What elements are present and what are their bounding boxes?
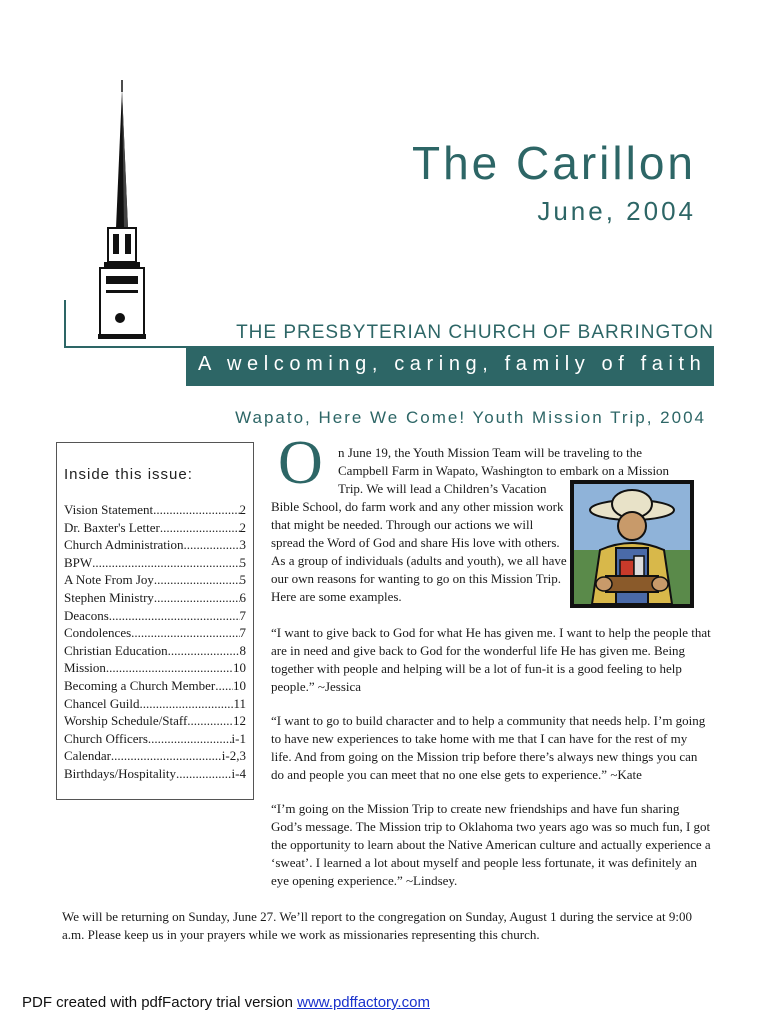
toc-item: [64, 607, 246, 625]
toc-item-leader: [160, 519, 240, 537]
pdffactory-link[interactable]: www.pdffactory.com: [297, 994, 430, 1011]
farmer-clipart-image: [570, 480, 694, 608]
toc-item-leader: [153, 501, 239, 519]
quote-jessica: “I want to give back to God for what He has given me. I want to help the people that are in need and give back to God for the wonderful life He has given me. Being together with people and helping will be a lot of fun-it is a good feeling to help people.” ~Jessica: [271, 625, 711, 694]
toc-item: [64, 536, 246, 554]
toc-item-page: 8: [239, 642, 246, 658]
toc-item-leader: [92, 554, 239, 572]
toc-item-leader: [111, 747, 222, 765]
toc-item-label: Vision Statement: [64, 502, 154, 517]
toc-heading: Inside this issue:: [64, 466, 193, 483]
toc-item-leader: [154, 589, 240, 607]
toc-item: [64, 659, 246, 677]
toc-item-page: 6: [239, 589, 246, 605]
toc-item-leader: [184, 536, 240, 554]
toc-item-page: i-2,3: [221, 748, 246, 764]
toc-item-page: 5: [239, 554, 246, 570]
toc-list: [64, 501, 246, 783]
toc-item-page: 7: [239, 607, 246, 623]
toc-item: [64, 624, 246, 642]
masthead-rule-horizontal: [64, 346, 186, 348]
toc-item-label: Mission: [64, 660, 106, 676]
toc-item-leader: [109, 607, 240, 625]
toc-item-page: 10: [233, 660, 246, 676]
toc-item-label: Worship Schedule/Staff: [64, 713, 188, 729]
toc-item-label: Calendar: [64, 748, 111, 764]
intro-paragraph-part2: Bible School, do farm work and any other mission work that might be needed. Through our actions we will spread the Word of God and share His love with others. As a group of individuals (adults and youth), we all have our own reasons for wanting to go on this Mission Trip. Here are some examples.: [271, 499, 567, 604]
quote-kate: “I want to go to build character and to help a community that needs help. I’m going to have new experiences to take home with me that I can have for the rest of my life. And from going on the Mission trip before there’s always new things you can do and people you can meet that no one else gets to experience.” ~Kate: [271, 713, 706, 782]
toc-item-label: Becoming a Church Member: [64, 677, 216, 693]
quote-lindsey: “I’m going on the Mission Trip to create new friendships and have fun sharing God’s message. The Mission trip to Oklahoma two years ago was so much fun, I got the opportunity to learn about the Native American culture and actually experience a ‘sweat’. I learned a lot about myself and people less fortunate, it was definitely an eye opening experience.” ~Lindsey.: [271, 801, 711, 888]
toc-item-leader: [168, 642, 240, 660]
toc-item: [64, 695, 246, 713]
toc-item-leader: [139, 695, 233, 713]
toc-item: [64, 642, 246, 660]
toc-item-leader: [215, 677, 233, 695]
toc-item-page: i-4: [231, 765, 246, 781]
church-steeple-illustration: [88, 78, 164, 340]
toc-item-label: Deacons: [64, 607, 109, 623]
toc-item-page: i-1: [231, 730, 246, 746]
toc-item: [64, 747, 246, 765]
toc-item-page: 2: [239, 502, 246, 517]
toc-item-label: Condolences: [64, 625, 132, 641]
toc-item-page: 5: [239, 572, 246, 588]
toc-item-page: 3: [239, 537, 246, 553]
drop-cap: O: [278, 429, 323, 497]
toc-item: [64, 730, 246, 748]
tagline-text: A welcoming, caring, family of faith: [198, 353, 707, 375]
toc-item: [64, 554, 246, 572]
toc-item-label: Church Officers: [64, 730, 148, 746]
toc-item-page: 11: [233, 695, 246, 711]
issue-date: June, 2004: [537, 196, 696, 226]
toc-item-label: A Note From Joy: [64, 572, 154, 588]
toc-item-leader: [106, 659, 233, 677]
toc-item-label: BPW: [64, 554, 93, 570]
newsletter-title: The Carillon: [412, 137, 696, 189]
toc-item: [64, 571, 246, 589]
toc-item-label: Church Administration: [64, 537, 184, 553]
toc-item-label: Christian Education: [64, 642, 168, 658]
toc-item-label: Dr. Baxter's Letter: [64, 519, 160, 535]
toc-item-label: Birthdays/Hospitality: [64, 765, 176, 781]
intro-paragraph-part1: n June 19, the Youth Mission Team will be traveling to the Campbell Farm in Wapato, Washington to embark on a Mission Trip. We will lead a Children’s Vacation: [338, 445, 670, 496]
article-headline: Wapato, Here We Come! Youth Mission Trip, 2004: [235, 408, 706, 427]
toc-item-page: 12: [233, 713, 246, 729]
toc-item-label: Chancel Guild: [64, 695, 140, 711]
toc-item-leader: [187, 712, 233, 730]
footer-text: PDF created with pdfFactory trial version: [22, 994, 298, 1011]
toc-item-page: 2: [239, 519, 246, 535]
toc-item: [64, 677, 246, 695]
masthead-rule-vertical: [64, 300, 66, 348]
toc-item-leader: [154, 571, 240, 589]
toc-item-leader: [176, 765, 232, 783]
closing-paragraph: We will be returning on Sunday, June 27. We’ll report to the congregation on Sunday, August 1 during the service at 9:00 a.m. Please keep us in your prayers while we work as missionaries representing this church.: [62, 909, 692, 942]
toc-item-label: Stephen Ministry: [64, 589, 154, 605]
toc-item: [64, 501, 246, 519]
church-name: THE PRESBYTERIAN CHURCH OF BARRINGTON: [236, 322, 714, 343]
pdf-footer: [22, 994, 430, 1011]
toc-item: [64, 712, 246, 730]
toc-item-leader: [148, 730, 232, 748]
toc-item: [64, 765, 246, 783]
toc-item-page: 7: [239, 625, 246, 641]
toc-item-page: 10: [233, 677, 246, 693]
toc-item: [64, 519, 246, 537]
toc-item-leader: [131, 624, 239, 642]
toc-item: [64, 589, 246, 607]
